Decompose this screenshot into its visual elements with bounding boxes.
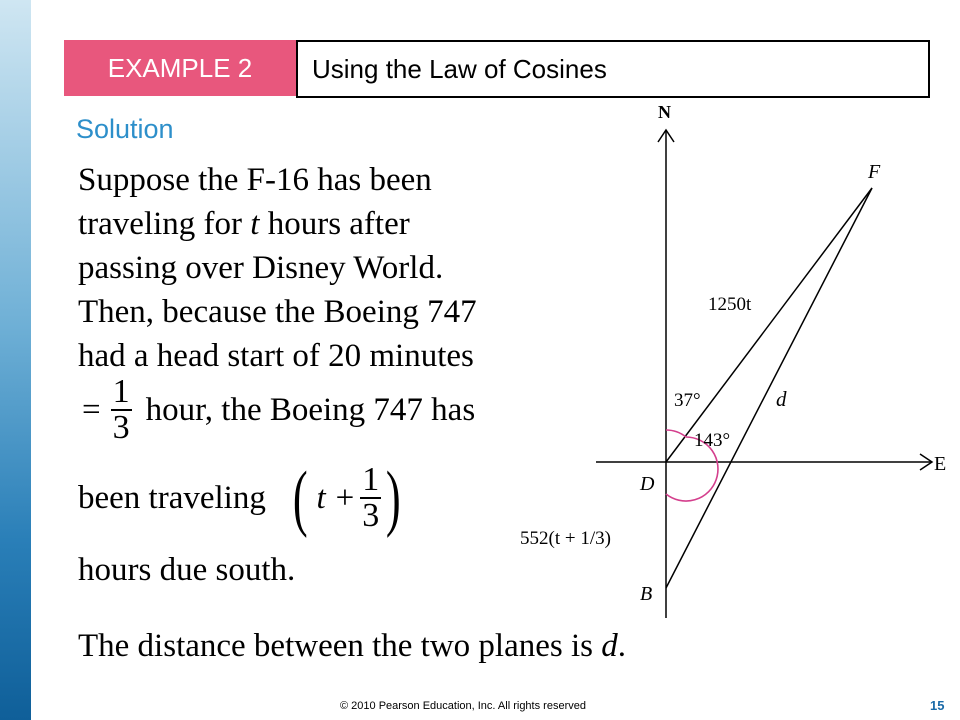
slide-title: Using the Law of Cosines [296,40,930,98]
variable-d: d [601,628,618,664]
fraction-denominator: 3 [362,497,380,534]
body-line-1: Suppose the F-16 has been [78,162,432,198]
north-label: N [658,102,671,122]
body-line-2 [78,202,410,246]
conclusion-period: . [617,628,626,664]
variable-t: t [316,480,326,516]
plus-sign: + [335,480,355,516]
body-line-2-end: hours after [259,206,410,242]
body-line-6-text: hour, the Boeing 747 has [145,392,476,428]
conclusion-text [78,628,626,665]
navigation-diagram [508,94,960,624]
side-db-label: 552(t + 1/3) [520,528,611,549]
body-line-4: Then, because the Boeing 747 [78,294,477,330]
body-line-8: hours due south. [78,552,296,588]
east-label: E [934,453,947,475]
body-line-3: passing over Disney World. [78,250,444,286]
point-f-label: F [868,161,881,183]
body-line-7 [78,458,406,538]
paren-expression [288,457,406,539]
equals-sign: = [82,392,101,428]
copyright-footer: © 2010 Pearson Education, Inc. All rights reserved [340,700,586,712]
right-paren: ) [386,457,402,539]
conclusion-main: The distance between the two planes is [78,628,602,664]
example-label: EXAMPLE 2 [64,40,296,96]
point-d-label: D [640,473,655,495]
body-line-6 [82,374,475,446]
fraction-denominator: 3 [112,409,130,446]
fraction-numerator: 1 [112,373,130,410]
fraction-one-third [111,375,132,445]
side-df-label: 1250t [708,294,752,315]
angle-37-label: 37° [674,390,701,411]
point-b-label: B [640,583,653,605]
angle-143-label: 143° [694,430,731,451]
left-accent-bar [0,0,31,720]
variable-t: t [250,206,260,242]
fraction-numerator: 1 [362,461,380,498]
side-fb-label: d [776,387,787,411]
left-paren: ( [292,457,308,539]
solution-label: Solution [76,114,174,144]
body-line-5: had a head start of 20 minutes [78,338,474,374]
angle-arc-37 [666,430,686,437]
body-line-7-text: been traveling [78,480,266,516]
page-number: 15 [930,698,945,713]
body-line-2-start: traveling for [78,206,251,242]
side-fb [666,188,872,588]
side-df [666,188,872,462]
fraction-one-third [360,463,381,533]
